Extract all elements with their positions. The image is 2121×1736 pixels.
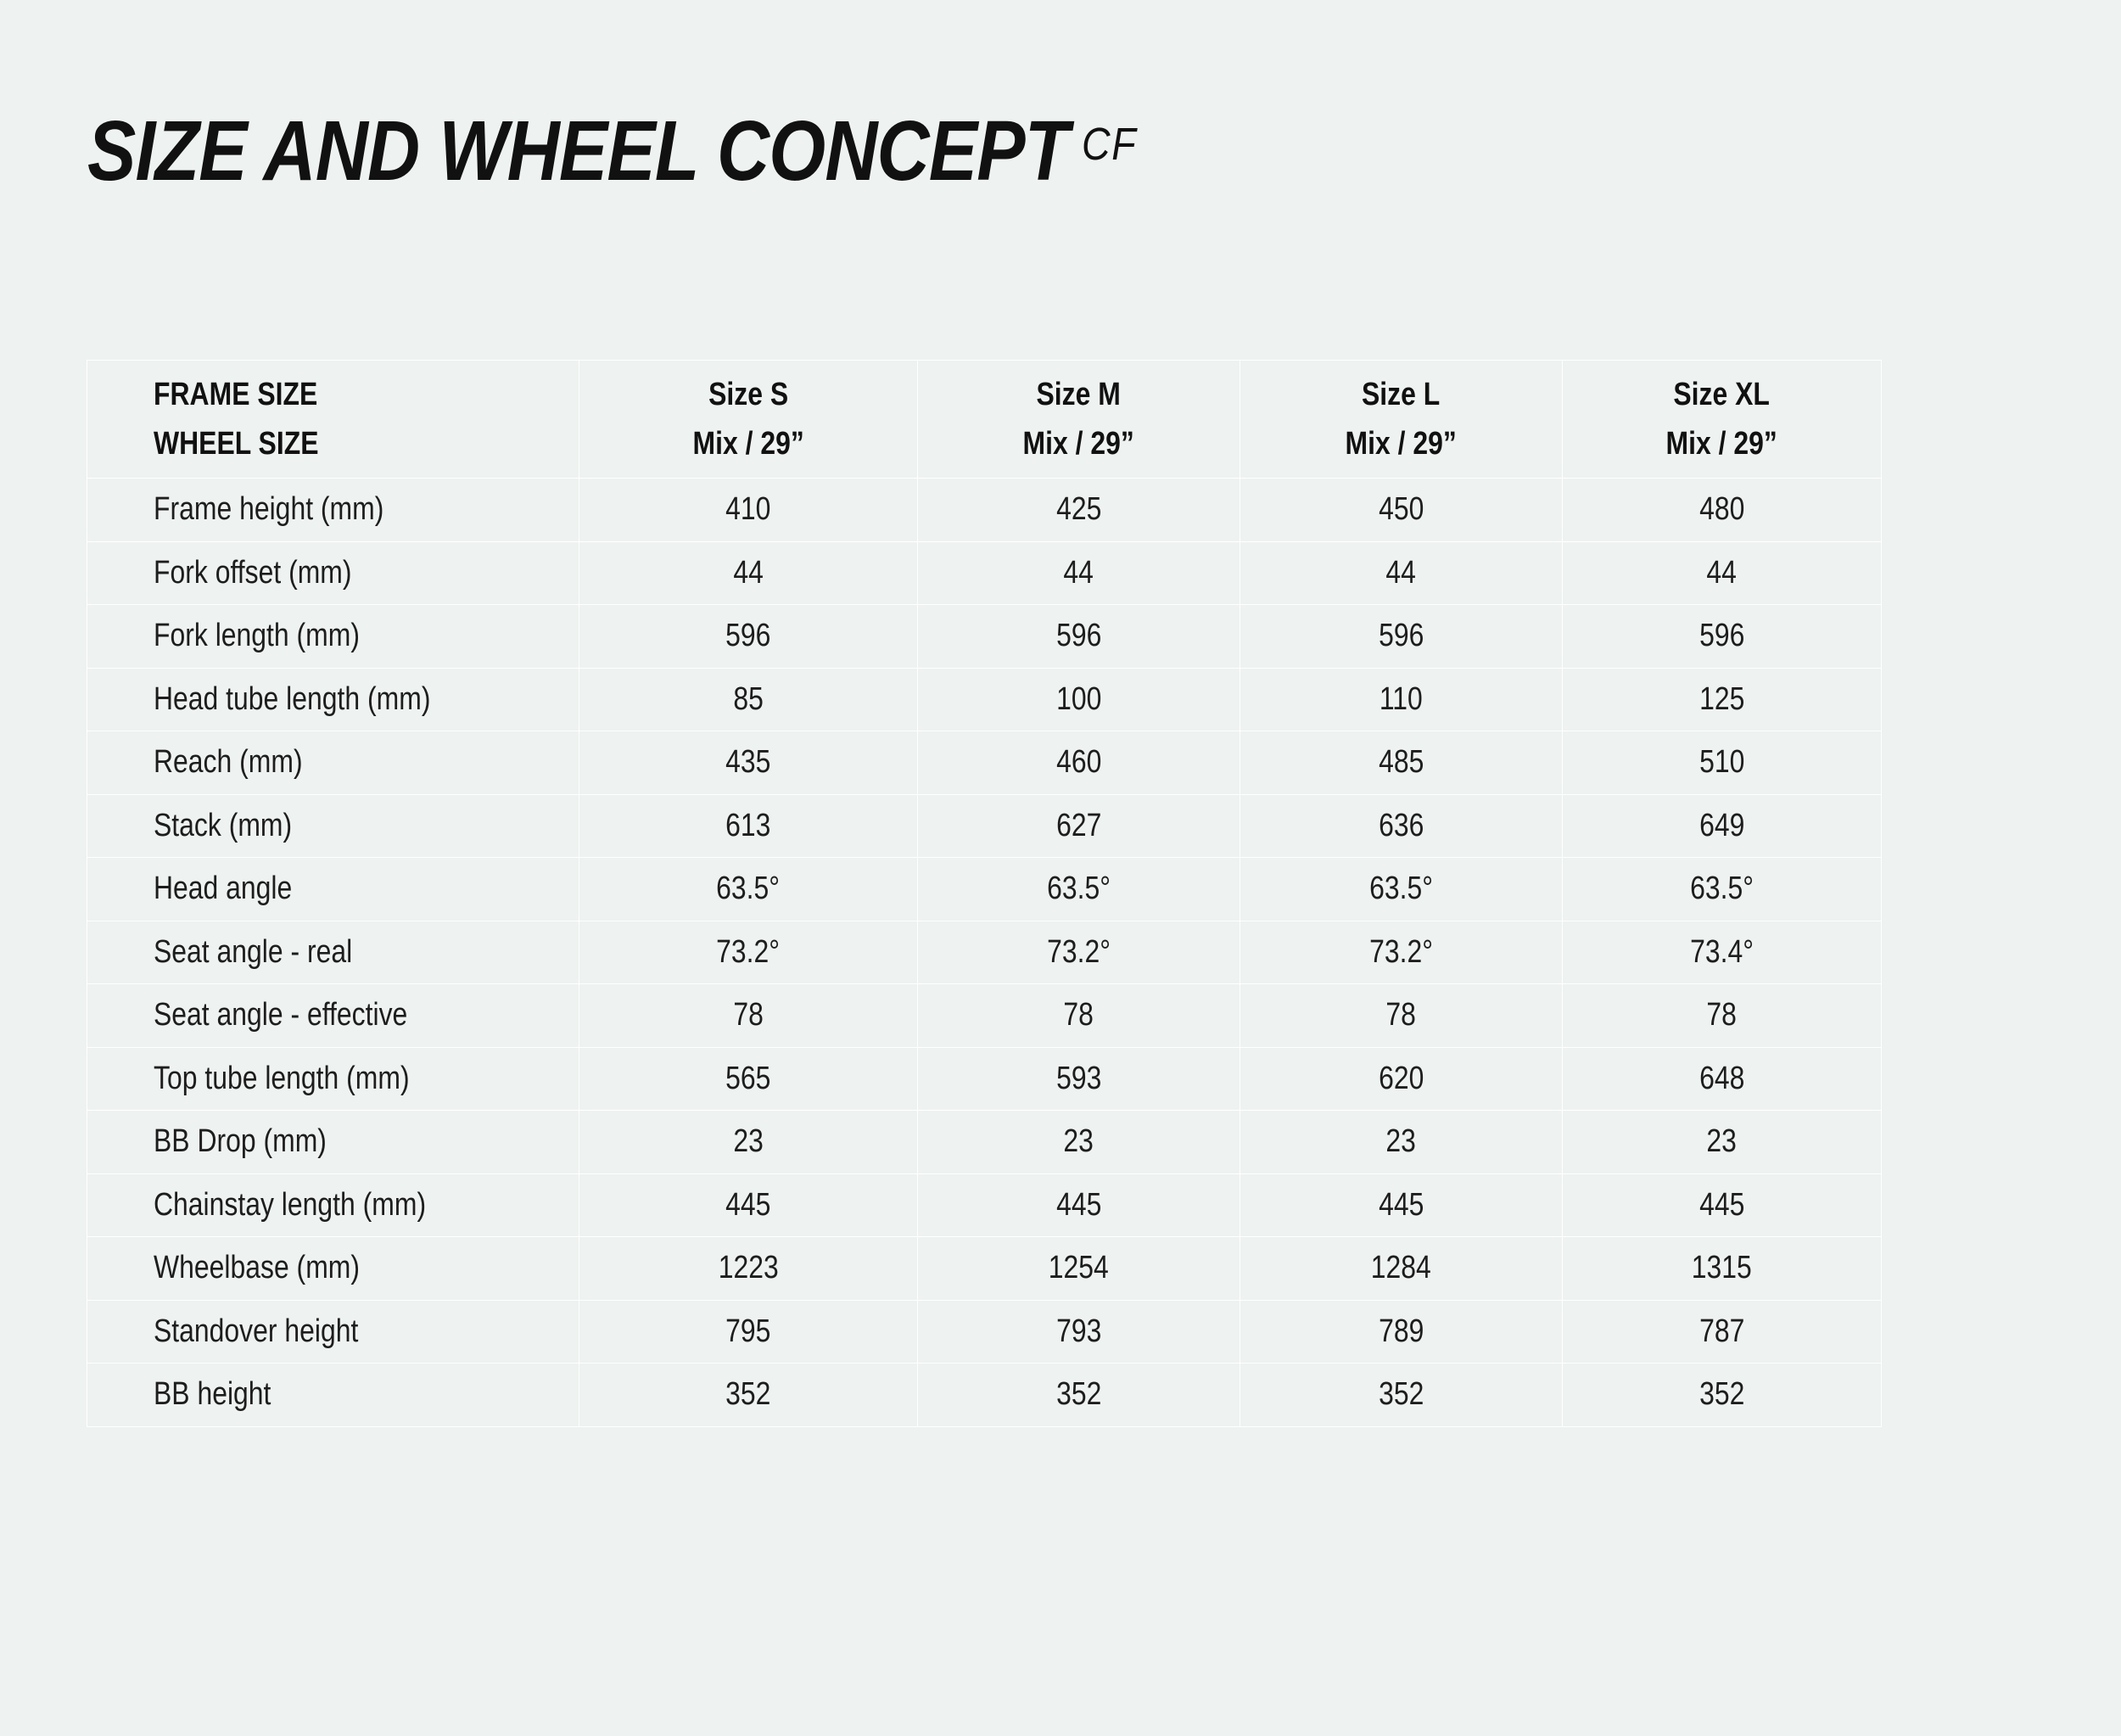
column-header-size-xl — [1563, 361, 1882, 479]
column-header-size-l — [1240, 361, 1563, 479]
value-text: 789 — [1378, 1313, 1424, 1349]
value-cell — [918, 1173, 1240, 1237]
table-row — [87, 668, 1882, 731]
value-text: 23 — [1063, 1123, 1094, 1160]
value-cell — [1563, 668, 1882, 731]
row-label-cell — [87, 1111, 579, 1174]
value-text: 435 — [725, 744, 771, 781]
value-text: 613 — [725, 807, 771, 843]
value-text: 596 — [1055, 618, 1102, 654]
value-text: 352 — [725, 1376, 771, 1413]
value-cell — [1240, 1300, 1563, 1364]
value-text: 627 — [1055, 807, 1102, 843]
column-header-stack — [1023, 370, 1134, 468]
table-row — [87, 1300, 1882, 1364]
row-label-cell — [87, 858, 579, 921]
value-cell — [1563, 541, 1882, 605]
row-label: Standover height — [154, 1313, 359, 1349]
value-text: 596 — [725, 618, 771, 654]
value-cell — [918, 605, 1240, 669]
row-label: Fork offset (mm) — [154, 554, 352, 591]
value-cell — [579, 921, 918, 984]
value-text: 620 — [1378, 1060, 1424, 1096]
value-cell — [1240, 1364, 1563, 1427]
value-text: 410 — [725, 491, 771, 528]
row-label-cell — [87, 794, 579, 858]
value-text: 450 — [1378, 491, 1424, 528]
value-text: 85 — [733, 680, 764, 717]
frame-size-label: FRAME SIZE — [154, 377, 318, 412]
row-label-cell — [87, 731, 579, 795]
value-text: 44 — [733, 554, 764, 591]
value-cell — [1563, 1047, 1882, 1111]
value-cell — [918, 1237, 1240, 1301]
value-text: 110 — [1379, 680, 1423, 717]
column-wheel-label: Mix / 29” — [692, 426, 804, 462]
value-cell — [1240, 731, 1563, 795]
value-text: 596 — [1698, 618, 1745, 654]
value-text: 787 — [1698, 1313, 1745, 1349]
table-row — [87, 858, 1882, 921]
value-text: 73.4° — [1690, 933, 1754, 970]
row-label: Reach (mm) — [154, 744, 303, 781]
row-label: Wheelbase (mm) — [154, 1250, 361, 1286]
value-text: 63.5° — [716, 871, 781, 907]
value-text: 23 — [1706, 1123, 1738, 1160]
value-cell — [918, 984, 1240, 1048]
table-row — [87, 1173, 1882, 1237]
value-text: 425 — [1055, 491, 1102, 528]
column-size-label: Size XL — [1673, 377, 1771, 412]
value-cell — [579, 1237, 918, 1301]
header-row — [87, 361, 1882, 479]
table-row — [87, 479, 1882, 542]
column-wheel-label: Mix / 29” — [1665, 426, 1778, 462]
value-text: 125 — [1698, 680, 1745, 717]
value-cell — [918, 858, 1240, 921]
value-text: 63.5° — [1047, 871, 1111, 907]
column-wheel-label: Mix / 29” — [1345, 426, 1458, 462]
row-label: BB height — [154, 1376, 271, 1413]
row-label: Head tube length (mm) — [154, 680, 431, 717]
column-wheel-label: Mix / 29” — [1022, 426, 1135, 462]
value-text: 445 — [1698, 1186, 1745, 1223]
value-text: 1284 — [1370, 1250, 1432, 1286]
row-label-cell — [87, 668, 579, 731]
column-header-size-s — [579, 361, 918, 479]
value-text: 73.2° — [1369, 933, 1433, 970]
wheel-size-label: WHEEL SIZE — [154, 426, 319, 462]
header-label-stack — [154, 370, 318, 468]
value-cell — [579, 605, 918, 669]
value-cell — [579, 1047, 918, 1111]
table-row — [87, 1047, 1882, 1111]
table-row — [87, 921, 1882, 984]
row-label: Head angle — [154, 871, 293, 907]
value-cell — [1240, 668, 1563, 731]
value-cell — [579, 731, 918, 795]
value-text: 44 — [1706, 554, 1738, 591]
value-cell — [1563, 858, 1882, 921]
value-text: 510 — [1698, 744, 1745, 781]
value-text: 23 — [1385, 1123, 1417, 1160]
value-cell — [1563, 605, 1882, 669]
value-cell — [918, 794, 1240, 858]
value-cell — [579, 1111, 918, 1174]
value-cell — [1563, 984, 1882, 1048]
row-label: BB Drop (mm) — [154, 1123, 327, 1160]
value-cell — [1563, 731, 1882, 795]
column-header-stack — [1346, 370, 1457, 468]
geometry-table-header — [87, 361, 1882, 479]
value-text: 565 — [725, 1060, 771, 1096]
row-label: Fork length (mm) — [154, 618, 360, 654]
value-text: 1254 — [1048, 1250, 1110, 1286]
value-cell — [1240, 479, 1563, 542]
value-cell — [579, 1364, 918, 1427]
value-cell — [918, 668, 1240, 731]
value-cell — [1563, 1300, 1882, 1364]
row-label: Stack (mm) — [154, 807, 293, 843]
value-cell — [1563, 1237, 1882, 1301]
row-label-cell — [87, 1364, 579, 1427]
value-text: 352 — [1378, 1376, 1424, 1413]
value-text: 78 — [1706, 997, 1738, 1033]
row-label: Seat angle - real — [154, 933, 353, 970]
value-cell — [579, 1300, 918, 1364]
column-header-stack — [692, 370, 803, 468]
value-cell — [1240, 858, 1563, 921]
value-cell — [579, 858, 918, 921]
value-cell — [1240, 605, 1563, 669]
value-text: 63.5° — [1369, 871, 1433, 907]
row-label-cell — [87, 984, 579, 1048]
value-cell — [1240, 1173, 1563, 1237]
value-text: 445 — [1055, 1186, 1102, 1223]
value-cell — [918, 921, 1240, 984]
value-cell — [918, 1047, 1240, 1111]
value-text: 73.2° — [716, 933, 781, 970]
table-row — [87, 1111, 1882, 1174]
value-cell — [1240, 984, 1563, 1048]
column-size-label: Size L — [1362, 377, 1441, 412]
value-cell — [918, 479, 1240, 542]
value-text: 352 — [1055, 1376, 1102, 1413]
row-label: Frame height (mm) — [154, 491, 384, 528]
row-label-cell — [87, 541, 579, 605]
value-cell — [579, 479, 918, 542]
value-cell — [1240, 794, 1563, 858]
value-cell — [918, 1364, 1240, 1427]
value-text: 793 — [1055, 1313, 1102, 1349]
value-text: 100 — [1055, 680, 1102, 717]
value-cell — [1240, 1237, 1563, 1301]
value-text: 23 — [733, 1123, 764, 1160]
value-text: 73.2° — [1047, 933, 1111, 970]
value-cell — [1563, 479, 1882, 542]
value-text: 445 — [725, 1186, 771, 1223]
value-text: 352 — [1698, 1376, 1745, 1413]
row-label-cell — [87, 1173, 579, 1237]
page-title — [87, 100, 1137, 202]
value-text: 78 — [733, 997, 764, 1033]
value-text: 649 — [1698, 807, 1745, 843]
row-label-cell — [87, 1237, 579, 1301]
value-text: 593 — [1055, 1060, 1102, 1096]
value-text: 1315 — [1691, 1250, 1753, 1286]
value-text: 648 — [1698, 1060, 1745, 1096]
row-label-cell — [87, 1300, 579, 1364]
value-text: 485 — [1378, 744, 1424, 781]
value-text: 480 — [1698, 491, 1745, 528]
value-text: 636 — [1378, 807, 1424, 843]
table-row — [87, 794, 1882, 858]
value-cell — [579, 668, 918, 731]
column-header-stack — [1666, 370, 1777, 468]
value-cell — [579, 984, 918, 1048]
row-label: Seat angle - effective — [154, 997, 408, 1033]
row-label: Chainstay length (mm) — [154, 1186, 427, 1223]
value-cell — [1563, 1173, 1882, 1237]
table-row — [87, 984, 1882, 1048]
column-size-label: Size M — [1036, 377, 1122, 412]
value-cell — [1240, 921, 1563, 984]
row-label-cell — [87, 605, 579, 669]
value-text: 596 — [1378, 618, 1424, 654]
value-text: 795 — [725, 1313, 771, 1349]
column-header-size-m — [918, 361, 1240, 479]
value-cell — [918, 1111, 1240, 1174]
value-cell — [918, 541, 1240, 605]
value-text: 44 — [1385, 554, 1417, 591]
value-text: 1223 — [718, 1250, 779, 1286]
table-row — [87, 605, 1882, 669]
value-cell — [579, 794, 918, 858]
table-row — [87, 541, 1882, 605]
value-cell — [1563, 921, 1882, 984]
table-row — [87, 1364, 1882, 1427]
value-cell — [1240, 1047, 1563, 1111]
column-size-label: Size S — [708, 377, 789, 412]
value-text: 445 — [1378, 1186, 1424, 1223]
page-title-superscript: CF — [1081, 119, 1138, 170]
table-row — [87, 731, 1882, 795]
value-cell — [579, 541, 918, 605]
value-text: 78 — [1385, 997, 1417, 1033]
value-text: 63.5° — [1690, 871, 1754, 907]
row-label-cell — [87, 1047, 579, 1111]
value-text: 460 — [1055, 744, 1102, 781]
header-label-cell — [87, 361, 579, 479]
value-cell — [1563, 1111, 1882, 1174]
row-label-cell — [87, 921, 579, 984]
geometry-table — [87, 360, 1882, 1427]
value-cell — [1563, 794, 1882, 858]
value-text: 44 — [1063, 554, 1094, 591]
geometry-table-body — [87, 479, 1882, 1427]
row-label-cell — [87, 479, 579, 542]
value-cell — [1240, 1111, 1563, 1174]
value-cell — [579, 1173, 918, 1237]
value-cell — [1240, 541, 1563, 605]
row-label: Top tube length (mm) — [154, 1060, 410, 1096]
page-title-text: SIZE AND WHEEL CONCEPT — [87, 104, 1069, 199]
value-text: 78 — [1063, 997, 1094, 1033]
value-cell — [1563, 1364, 1882, 1427]
value-cell — [918, 1300, 1240, 1364]
table-row — [87, 1237, 1882, 1301]
value-cell — [918, 731, 1240, 795]
